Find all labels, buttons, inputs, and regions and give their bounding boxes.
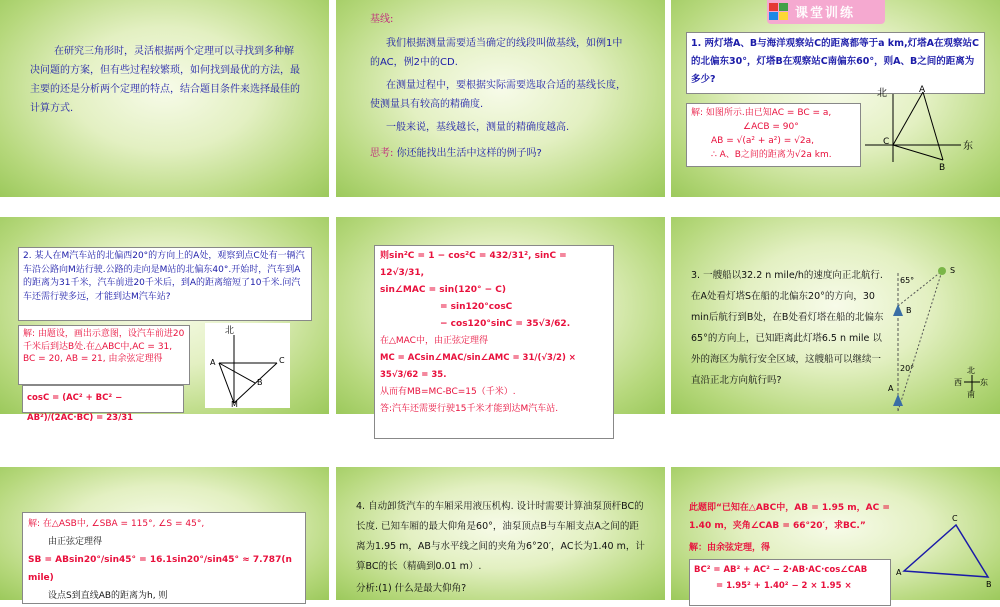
problem3-diagram xyxy=(886,261,998,416)
solution-cont-box xyxy=(374,245,614,439)
slide-6[interactable] xyxy=(671,217,1000,414)
lighthouse-icon xyxy=(938,267,946,275)
solution2-text xyxy=(19,326,189,368)
fig4-b: B xyxy=(986,580,992,589)
slide-9[interactable] xyxy=(671,467,1000,600)
fig2-m: M xyxy=(231,400,238,409)
baseline-heading: 基线: xyxy=(370,14,394,25)
problem4-text: 4. 自动卸货汽车的车厢采用液压机构. 设计时需要计算油泵顶杆BC的长度. 已知车厢的最大仰角是60°，油泵顶点B与车厢支点A之间的距离为1.95 m，AB与水平线之间的夹角为6°20′，AC长为1.40 m，计算BC的长（精确到0.01 m）. xyxy=(356,501,645,572)
solution2-body: 由题设，画出示意图，设汽车前进20千米后到达B处.在△ABC中,AC = 31, BC = 20, AB = 21, 由余弦定理得 xyxy=(23,329,185,364)
slide-3[interactable] xyxy=(671,0,1000,197)
sol-line2: sin∠MAC = sin(120° − C) xyxy=(380,285,507,295)
fig3-a: A xyxy=(888,384,894,393)
sol3-line1: 解: 在△ASB中, ∠SBA = 115°, ∠S = 45°, xyxy=(28,519,205,529)
solution1-line4: ∴ A、B之间的距离为√2a km. xyxy=(711,150,832,160)
sol3-line4: 设点S到直线AB的距离为h, 则 xyxy=(48,591,168,601)
problem2-diagram xyxy=(205,323,290,408)
solution1-line1: 如图所示.由已知AC = BC = a, xyxy=(705,108,832,118)
fig3-angle65: 65° xyxy=(900,276,915,285)
answer-label: 答: xyxy=(380,404,393,414)
solution1-label: 解: xyxy=(691,108,704,118)
classroom-training-banner xyxy=(767,0,885,24)
slide-8[interactable] xyxy=(336,467,665,600)
fig4-c: C xyxy=(952,514,958,523)
fig3-south: 南 xyxy=(967,390,975,399)
fig3-west: 西 xyxy=(954,378,962,387)
sol3-line3: SB = ABsin20°/sin45° = 16.1sin20°/sin45° ≈ 7.787(n mile) xyxy=(28,555,292,583)
slide1-text: 在研究三角形时，灵活根据两个定理可以寻找到多种解决问题的方案，但有些过程较繁琐，如何找到最优的方法，最主要的还是分析两个定理的特点，结合题目条件来选择最佳的计算方式. xyxy=(30,46,300,114)
solution1-box xyxy=(686,103,861,167)
baseline-para3: 一般来说，基线越长，测量的精确度越高. xyxy=(386,122,570,133)
fig2-north: 北 xyxy=(225,326,235,336)
sol-line4: − cos120°sinC = 35√3/62. xyxy=(440,319,571,329)
solution1-line2: ∠ACB = 90° xyxy=(743,122,799,132)
solution2-label: 解: xyxy=(23,329,36,339)
sol4-line2: = 1.95² + 1.40² − 2 × 1.95 × xyxy=(716,581,852,591)
slide-4[interactable] xyxy=(0,217,329,423)
banner-label: 课堂训练 xyxy=(795,6,856,21)
fig2-a: A xyxy=(210,358,216,367)
fig3-east: 东 xyxy=(980,378,988,387)
solution2-box xyxy=(18,325,190,385)
fig1-east: 东 xyxy=(963,141,973,152)
cos-formula-box xyxy=(22,385,184,423)
slide-5[interactable] xyxy=(336,217,665,414)
think-text: 你还能找出生活中这样的例子吗? xyxy=(396,148,542,159)
solution1 xyxy=(687,104,860,164)
sol-line6: MC = ACsin∠MAC/sin∠AMC = 31/(√3/2) × 35√3/62 = 35. xyxy=(380,353,576,380)
problem4-sub: 分析:(1) 什么是最大仰角? xyxy=(356,583,467,594)
slide-1[interactable] xyxy=(0,0,329,197)
solution3-box xyxy=(22,512,306,604)
problem2-box xyxy=(18,247,312,321)
colored-blocks-icon xyxy=(769,3,789,21)
solution3 xyxy=(23,513,305,607)
fig3-b: B xyxy=(906,306,912,315)
ship-a-icon xyxy=(893,394,903,406)
solution-cont xyxy=(375,246,613,420)
answer-text: 汽车还需要行驶15千米才能到达M汽车站. xyxy=(392,404,559,414)
think-line xyxy=(370,144,632,163)
answer-line xyxy=(380,401,608,418)
solution4 xyxy=(690,560,890,596)
sol4-line1: BC² = AB² + AC² − 2·AB·AC·cos∠CAB xyxy=(694,565,868,575)
problem4-restate: 此题即“已知在△ABC中，AB = 1.95 m，AC = 1.40 m，夹角∠CAB = 66°20′，求BC.” xyxy=(689,503,890,531)
solution1-line3: AB = √(a² + a²) = √2a, xyxy=(711,136,814,146)
baseline-para2: 在测量过程中，要根据实际需要选取合适的基线长度，使测量具有较高的精确度. xyxy=(370,80,626,110)
solution4-box xyxy=(689,559,891,606)
slide-7[interactable] xyxy=(0,467,329,600)
sol-line7: 从而有MB=MC-BC=15（千米）. xyxy=(380,387,516,397)
problem4-diagram xyxy=(896,511,996,596)
fig1-a: A xyxy=(919,85,926,95)
fig3-angle20: 20° xyxy=(900,364,915,373)
problem3-text: 3. 一艘船以32.2 n mile/h的速度向正北航行. 在A处看灯塔S在船的北偏东20°的方向，30 min后航行到B处，在B处看灯塔在船的北偏东65°的方向上，已知距离此灯塔6.5 n mile 以外的海区为航行安全区域，这艘船可以继续一直沿正北方向航行吗? xyxy=(691,270,884,386)
fig1-c: C xyxy=(883,137,890,147)
solution4-intro: 解：由余弦定理，得 xyxy=(689,543,771,553)
cos-formula: cosC = (AC² + BC² − AB²)/(2AC·BC) = 23/31 xyxy=(27,393,134,423)
sol-line1: 则sin²C = 1 − cos²C = 432/31², sinC = 12√3/31, xyxy=(380,251,567,278)
baseline-para1: 我们根据测量需要适当确定的线段叫做基线，如例1中的AC，例2中的CD. xyxy=(370,38,623,68)
sol-line5: 在△MAC中，由正弦定理得 xyxy=(380,336,488,346)
problem2-text: 2. 某人在M汽车站的北偏西20°的方向上的A处，观察到点C处有一辆汽车沿公路向M站行驶.公路的走向是M站的北偏东40°.开始时，汽车到A的距离为31千米，汽车前进20千米后，到A的距离缩短了10千米.问汽车还需行驶多远，才能到达M汽车站? xyxy=(23,251,305,302)
slide-2[interactable] xyxy=(336,0,665,197)
fig1-b: B xyxy=(939,163,946,173)
sol3-line2: 由正弦定理得 xyxy=(48,537,103,547)
fig2-c: C xyxy=(279,356,285,365)
fig3-north: 北 xyxy=(967,366,975,375)
ship-b-icon xyxy=(893,304,903,316)
fig1-north: 北 xyxy=(877,88,887,99)
fig2-b: B xyxy=(257,378,263,387)
sol-line3: = sin120°cosC xyxy=(440,302,513,312)
fig4-a: A xyxy=(896,568,902,577)
problem1-diagram xyxy=(863,84,998,174)
fig3-s: S xyxy=(950,266,956,275)
think-label: 思考: xyxy=(370,148,394,159)
problem1-text: 1. 两灯塔A、B与海洋观察站C的距离都等于a km,灯塔A在观察站C的北偏东30°，灯塔B在观察站C南偏东60°，则A、B之间的距离为多少? xyxy=(691,38,979,85)
